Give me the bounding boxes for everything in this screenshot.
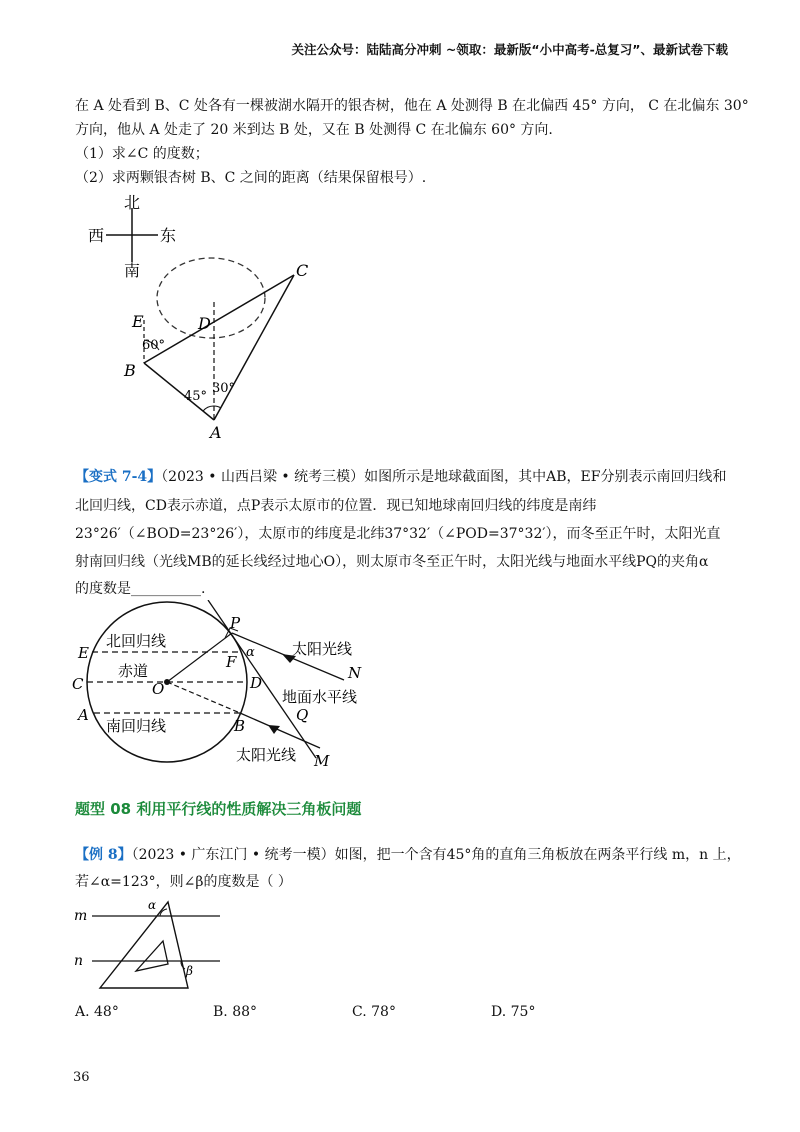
label-alpha3: α	[148, 898, 157, 912]
variant-line-5: 的度数是__________.	[75, 581, 206, 597]
label-d2: D	[250, 674, 263, 692]
label-m3: m	[74, 908, 88, 924]
text-sunlight-bottom: 太阳光线	[236, 746, 297, 764]
label-b: B	[124, 361, 136, 380]
earth-figure	[70, 600, 400, 770]
option-c-letter: C.	[352, 1004, 367, 1020]
variant-source: （2023 • 山西吕梁 • 统考三模）	[161, 469, 365, 485]
label-e2: E	[78, 644, 89, 662]
label-p: P	[230, 614, 241, 632]
option-b-letter: B.	[213, 1004, 228, 1020]
label-q: Q	[296, 706, 309, 724]
label-e: E	[132, 312, 144, 331]
option-a-letter: A.	[75, 1004, 90, 1020]
radius-ob	[167, 682, 240, 713]
variant-line-2: 北回归线，CD表示赤道，点P表示太原市的位置．现已知地球南回归线的纬度是南纬	[75, 498, 597, 514]
text-south-tropic: 南回归线	[106, 717, 167, 735]
example-line-2: 若∠α=123°，则∠β的度数是（ ）	[75, 874, 292, 890]
angle-30: 30°	[212, 381, 236, 396]
problem-line-2: 方向，他从 A 处走了 20 米到达 B 处，又在 B 处测得 C 在北偏东 60° 方向.	[75, 122, 553, 138]
segment-ac	[214, 275, 294, 420]
option-b-value: 88°	[232, 1004, 258, 1020]
example-text-1: 如图，把一个含有45°角的直角三角板放在两条平行线 m，n 上，	[334, 847, 741, 863]
option-b[interactable]	[213, 1004, 257, 1020]
segment-bc	[144, 275, 294, 363]
text-ground: 地面水平线	[282, 688, 358, 706]
label-m: M	[314, 752, 330, 770]
center-o	[164, 679, 170, 685]
label-n3: n	[74, 953, 84, 969]
set-square-inner	[136, 941, 168, 971]
label-alpha: α	[246, 645, 255, 660]
variant-tag: 【变式 7-4】	[75, 469, 162, 485]
example-source: （2023 • 广东江门 • 统考一模）	[131, 847, 335, 863]
compass-rose	[88, 193, 176, 280]
option-c[interactable]	[352, 1004, 396, 1020]
compass-west: 西	[88, 226, 105, 245]
label-n: N	[348, 664, 362, 682]
label-beta3: β	[186, 964, 193, 978]
radius-op	[167, 633, 232, 682]
text-north-tropic: 北回归线	[106, 632, 167, 650]
section-title: 题型 08 利用平行线的性质解决三角板问题	[75, 800, 362, 818]
angle-45: 45°	[184, 389, 208, 404]
label-a: A	[210, 423, 222, 442]
text-sunlight-top: 太阳光线	[292, 640, 353, 658]
label-b2: B	[234, 717, 246, 735]
lake-figure	[70, 190, 370, 450]
problem-question-1: （1）求∠C 的度数；	[75, 146, 209, 162]
compass-east: 东	[160, 226, 177, 245]
label-a2: A	[78, 706, 89, 724]
variant-line-4: 射南回归线（光线MB的延长线经过地心O），则太原市冬至正午时，太阳光线与地面水平线PQ的夹角α	[75, 554, 709, 570]
set-square-outer	[100, 902, 188, 988]
problem-line-1: 在 A 处看到 B、C 处各有一棵被湖水隔开的银杏树，他在 A 处测得 B 在北偏西 45° 方向， C 在北偏东 30°	[75, 98, 749, 114]
compass-south: 南	[124, 261, 141, 280]
label-c2: C	[72, 675, 84, 693]
option-d-value: 75°	[510, 1004, 536, 1020]
page-header: 关注公众号：陆陆高分冲刺 ~领取：最新版“小中高考-总复习”、最新试卷下载	[291, 42, 728, 57]
option-a[interactable]	[75, 1004, 119, 1020]
text-equator: 赤道	[118, 662, 149, 680]
triangle-figure	[70, 895, 240, 995]
lake-outline	[157, 258, 265, 338]
problem-question-2: （2）求两颗银杏树 B、C 之间的距离（结果保留根号）.	[75, 170, 427, 186]
angle-60: 60°	[142, 338, 166, 353]
label-o: O	[152, 680, 165, 698]
label-d: D	[198, 314, 211, 333]
page-number: 36	[73, 1070, 90, 1085]
option-a-value: 48°	[94, 1004, 119, 1020]
compass-north: 北	[124, 193, 141, 212]
option-d-letter: D.	[491, 1004, 507, 1020]
example-line-1	[75, 845, 741, 865]
variant-text-1: 如图所示是地球截面图，其中AB，EF分别表示南回归线和	[364, 469, 727, 485]
variant-line-1	[75, 467, 726, 487]
option-c-value: 78°	[371, 1004, 396, 1020]
variant-line-3: 23°26′（∠BOD=23°26′），太原市的纬度是北纬37°32′（∠POD=37°32′），而冬至正午时，太阳光直	[75, 526, 721, 542]
option-d[interactable]	[491, 1004, 535, 1020]
example-tag: 【例 8】	[75, 847, 132, 863]
label-f: F	[226, 653, 237, 671]
label-c: C	[296, 261, 309, 280]
